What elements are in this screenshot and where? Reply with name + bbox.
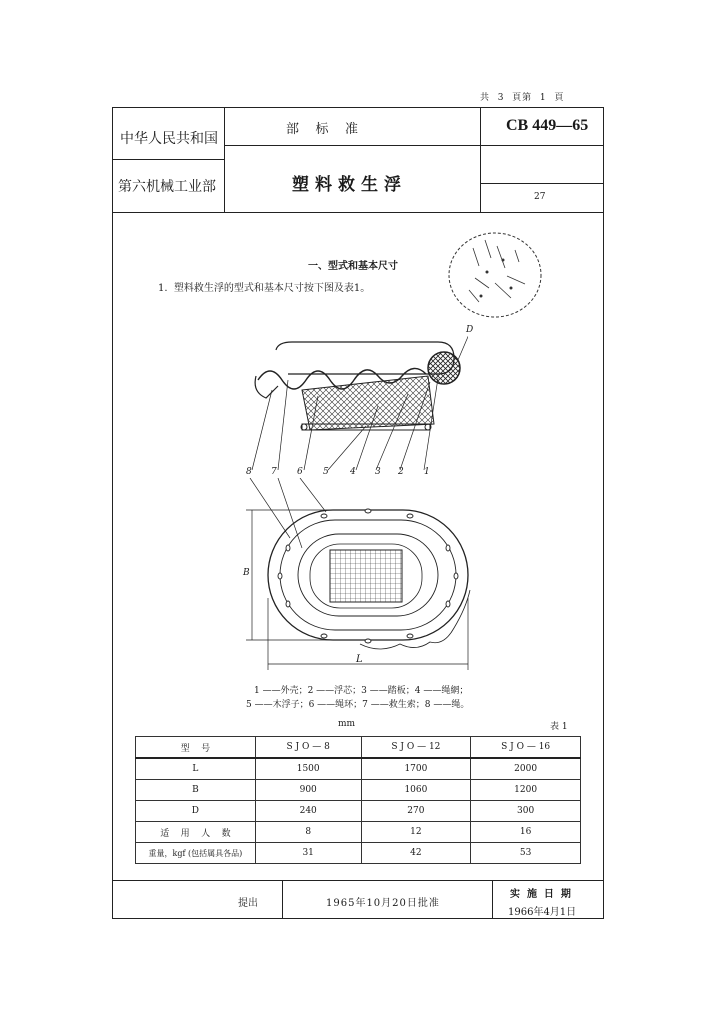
- table-cell: 1500: [255, 758, 361, 780]
- stdno-divider-1: [480, 145, 604, 146]
- issuer-divider: [112, 159, 224, 160]
- issuer-country: 中华人民共和国: [120, 131, 218, 147]
- header-model: 型 号: [136, 737, 256, 759]
- category-divider: [224, 145, 480, 146]
- table-cell: 1700: [361, 758, 471, 780]
- part-label-1: 1: [424, 467, 430, 477]
- dimension-b-label: B: [243, 568, 250, 578]
- raft-plan-drawing: [240, 478, 490, 674]
- table-cell: 2000: [471, 758, 581, 780]
- table-cell: 1200: [471, 780, 581, 801]
- row-label: 适 用 人 数: [136, 822, 256, 843]
- legend-line-1: 1 ——外壳；2 ——浮芯；3 ——踏板；4 ——绳網；: [254, 686, 469, 696]
- raft-perspective-drawing: [248, 336, 468, 484]
- table-header-row: [136, 737, 581, 759]
- table-row: [136, 801, 581, 822]
- table-cell: 12: [361, 822, 471, 843]
- section-paragraph: 1. 塑料救生浮的型式和基本尺寸按下图及表1。: [158, 283, 371, 294]
- footer-effective-date: 1966年4月1日: [508, 907, 577, 918]
- detail-label-d: D: [466, 325, 474, 335]
- part-label-5: 5: [323, 467, 329, 477]
- part-label-3: 3: [375, 467, 381, 477]
- issuer-ministry: 第六机械工业部: [118, 179, 216, 195]
- table-cell: 8: [255, 822, 361, 843]
- part-label-2: 2: [398, 467, 404, 477]
- table-cell: 42: [361, 843, 471, 864]
- standard-number: CB 449—65: [506, 117, 589, 134]
- section-heading: 一、型式和基本尺寸: [308, 261, 398, 272]
- part-label-4: 4: [350, 467, 356, 477]
- page-label: 27: [534, 192, 546, 202]
- table-cell: 16: [471, 822, 581, 843]
- table-cell: 240: [255, 801, 361, 822]
- table-row: [136, 822, 581, 843]
- header-sjo-8: S J O — 8: [255, 737, 361, 759]
- footer-approved: 1965年10月20日批准: [326, 898, 440, 909]
- dimension-l-label: L: [356, 654, 363, 665]
- header-col-2: [480, 107, 481, 212]
- header-sjo-16: S J O — 16: [471, 737, 581, 759]
- row-label: L: [136, 758, 256, 780]
- table-unit: mm: [338, 719, 356, 729]
- table-cell: 270: [361, 801, 471, 822]
- footer-col-2: [492, 880, 493, 919]
- table-cell: 300: [471, 801, 581, 822]
- header-col-1: [224, 107, 225, 212]
- table-row: [136, 843, 581, 864]
- approval-stamp: [445, 228, 545, 323]
- footer-proposed: 提出: [238, 898, 258, 909]
- standard-category: 部 标 准: [286, 122, 359, 137]
- legend-line-2: 5 ——木浮子；6 ——绳环；7 ——救生索；8 ——绳。: [246, 700, 470, 710]
- table-row: [136, 780, 581, 801]
- row-label: B: [136, 780, 256, 801]
- table-cell: 900: [255, 780, 361, 801]
- part-label-8: 8: [246, 467, 252, 477]
- table-cell: 1060: [361, 780, 471, 801]
- spec-table: [135, 736, 581, 864]
- footer-effective-label: 实 施 日 期: [510, 889, 571, 900]
- header-sjo-12: S J O — 12: [361, 737, 471, 759]
- footer-col-1: [282, 880, 283, 919]
- document-title: 塑料救生浮: [292, 175, 407, 195]
- row-label: 重量，kgf (包括属具各品): [136, 843, 256, 864]
- footer-top-rule: [112, 880, 604, 881]
- row-label: D: [136, 801, 256, 822]
- table-cell: 53: [471, 843, 581, 864]
- stdno-divider-2: [480, 183, 604, 184]
- page-count: 共 3 頁第 1 頁: [480, 93, 565, 103]
- table-row: [136, 758, 581, 780]
- table-cell: 31: [255, 843, 361, 864]
- table-label: 表 1: [550, 722, 568, 732]
- part-label-7: 7: [271, 467, 277, 477]
- header-bottom-rule: [112, 212, 604, 213]
- part-label-6: 6: [297, 467, 303, 477]
